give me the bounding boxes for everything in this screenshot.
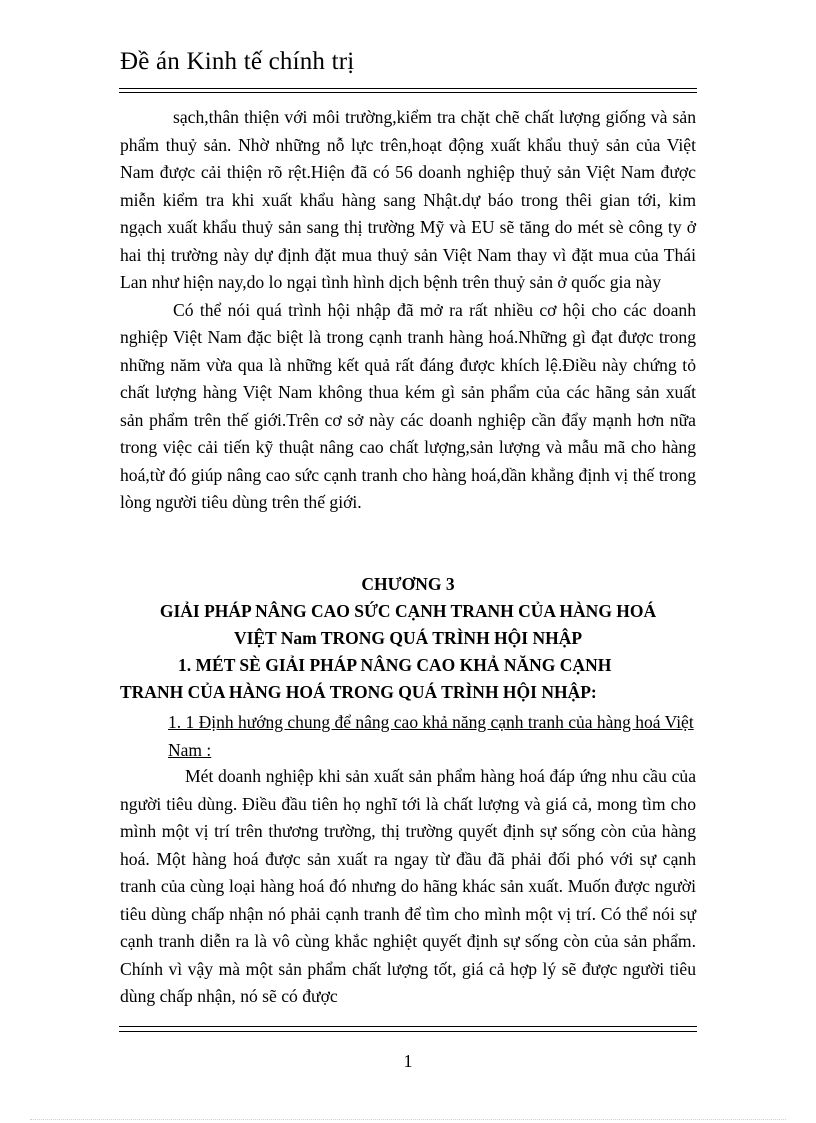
- section-heading: TRANH CỦA HÀNG HOÁ TRONG QUÁ TRÌNH HỘI NHẬP:: [120, 682, 597, 702]
- paragraph: Có thể nói quá trình hội nhập đã mở ra rất nhiều cơ hội cho các doanh nghiệp Việt Nam đặc biệt là trong cạnh tranh hàng hoá.Những gì đạt được trong những năm vừa qua là những kết quả rất đáng được khích lệ.Điều này chứng tỏ chất lượng hàng Việt Nam không thua kém gì sản phẩm của các hãng sản xuất sản phẩm trên thế giới.Trên cơ sở này các doanh nghiệp cần đẩy mạnh hơn nữa trong việc cải tiến kỹ thuật nâng cao chất lượng,sản lượng và mẫu mã cho hàng hoá,từ đó giúp nâng cao sức cạnh tranh cho hàng hoá,dần khẳng định vị thế trong lòng người tiêu dùng trên thế giới.: [120, 299, 696, 512]
- header-title: Đề án Kinh tế chính trị: [120, 48, 355, 75]
- header-rule: [119, 92, 697, 93]
- section-heading: 1. MÉT SÈ GIẢI PHÁP NÂNG CAO KHẢ NĂNG CẠNH: [178, 655, 612, 675]
- page-edge: [30, 1119, 786, 1120]
- chapter-number: CHƯƠNG 3: [361, 574, 455, 594]
- chapter-title: GIẢI PHÁP NÂNG CAO SỨC CẠNH TRANH CỦA HÀNG HOÁ: [159, 601, 657, 621]
- subsection-heading: 1. 1 Định hướng chung để nâng cao khả năng cạnh tranh của hàng hoá Việt Nam :: [168, 712, 694, 760]
- footer-rule: [119, 1031, 697, 1032]
- body-text: [120, 763, 696, 1011]
- paragraph: Mét doanh nghiệp khi sản xuất sản phẩm hàng hoá đáp ứng nhu cầu của người tiêu dùng. Điều đầu tiên họ nghĩ tới là chất lượng và giá cả, mong tìm cho mình một vị trí trên thương trường, thị trường quyết định sự sống còn của hàng hoá. Một hàng hoá được sản xuất ra ngay từ đầu đã phải đối phó với sự cạnh tranh của cùng loại hàng hoá đó nhưng do hãng khác sản xuất. Muốn được người tiêu dùng chấp nhận nó phải cạnh tranh để tìm cho mình một vị trí. Có thể nói sự cạnh tranh diễn ra là vô cùng khắc nghiệt quyết định sự sống còn của sản phẩm. Chính vì vậy mà một sản phẩm chất lượng tốt, giá cả hợp lý sẽ được người tiêu dùng chấp nhận, nó sẽ có được: [120, 766, 696, 1006]
- body-text: [120, 104, 696, 517]
- header-rule: [119, 88, 697, 89]
- footer-rule: [119, 1026, 697, 1027]
- chapter-title: VIỆT Nam TRONG QUÁ TRÌNH HỘI NHẬP: [233, 628, 583, 648]
- paragraph: sạch,thân thiện với môi trường,kiểm tra chặt chẽ chất lượng giống và sản phẩm thuỷ sản. Nhờ những nỗ lực trên,hoạt động xuất khẩu thuỷ sản của Việt Nam được cải thiện rõ rệt.Hiện đã có 56 doanh nghiệp thuỷ sản Việt Nam được miễn kiểm tra khi xuất khẩu hàng sang Nhật.dự báo trong thêi gian tới, kim ngạch xuất khẩu thuỷ sản sang thị trường Mỹ và EU sẽ tăng do mét sè công ty ở hai thị trường này dự định đặt mua thuỷ sản Việt Nam thay vì đặt mua của Thái Lan như hiện nay,do lo ngại tình hình dịch bệnh trên thuỷ sản ở quốc gia này: [120, 107, 696, 292]
- page-number: 1: [403, 1051, 413, 1071]
